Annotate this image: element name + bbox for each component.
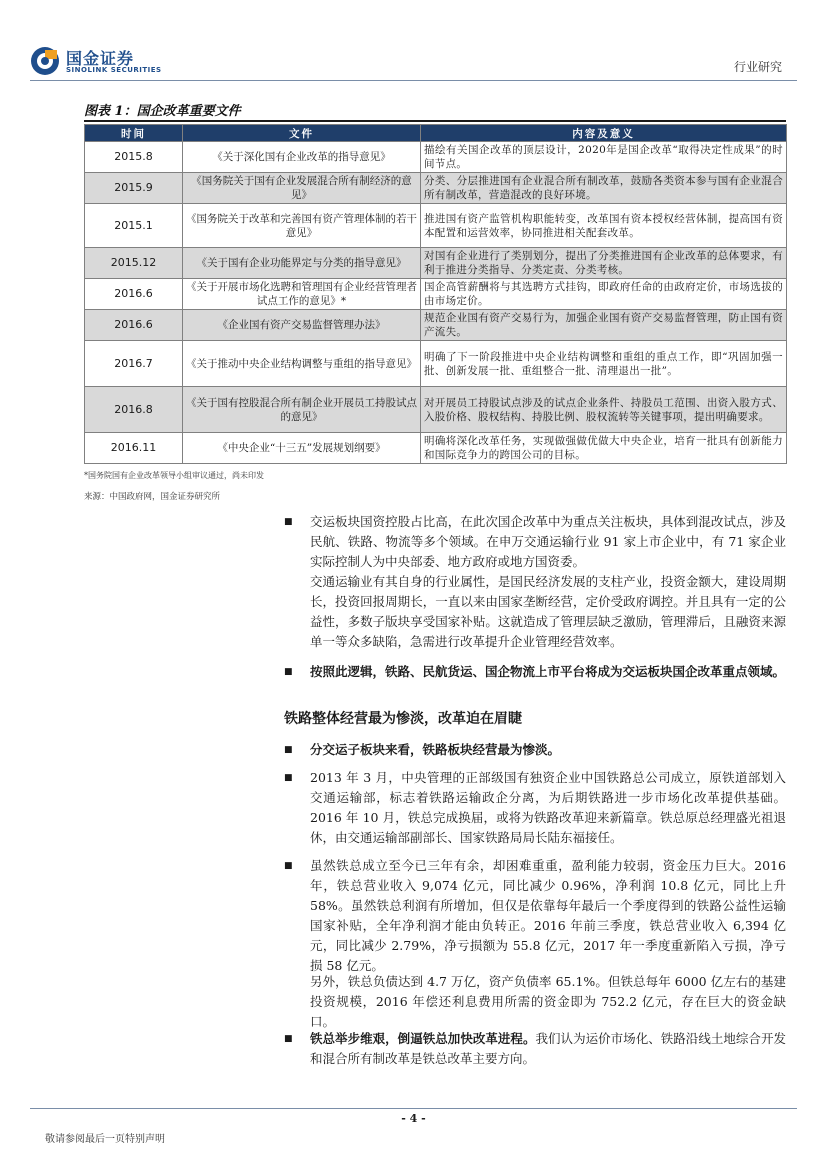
row-time: 2016.8: [85, 387, 183, 433]
row-file: 《关于国有控股混合所有制企业开展员工持股试点的意见》: [183, 387, 421, 433]
header-divider: [30, 80, 797, 81]
footer-disclaimer: 敬请参阅最后一页特别声明: [45, 1134, 165, 1145]
bullet-square-icon: ■: [284, 517, 293, 527]
table-row: [85, 279, 787, 310]
row-description: 描绘有关国企改革的顶层设计，2020年是国企改革“取得决定性成果”的时间节点。: [421, 142, 787, 173]
paragraph-debt: 另外，铁总负债达到 4.7 万亿，资产负债率 65.1%。但铁总每年 6000 亿左右的基建投资规模，2016 年偿还利息费用所需的资金即为 752.2 亿元，存在巨大的资金缺口。: [310, 974, 786, 1029]
row-file: 《关于国有企业功能界定与分类的指导意见》: [183, 248, 421, 279]
bullet-square-icon: ■: [284, 1034, 293, 1044]
table-row: [85, 387, 787, 433]
row-description: 国企高管薪酬将与其选聘方式挂钩，即政府任命的由政府定价，市场选拔的由市场定价。: [421, 279, 787, 310]
figure-title: 图表 1：国企改革重要文件: [84, 104, 241, 119]
paragraph-financial-pressure: 虽然铁总成立至今已三年有余，却困难重重，盈利能力较弱，资金压力巨大。2016 年，铁总营业收入 9,074 亿元，同比减少 0.96%，净利润 10.8 亿元，同比上升 58%。虽然铁总利润有所增加，但仅是依靠每年最后一个季度得到的铁路公益性运输国家补贴，全年净利润才能由负转正。2016 年前三季度，铁总营业收入 6,394 亿元，同比减少 2.79%，净亏损额为 55.8 亿元，2017 年一季度重新陷入亏损，净亏损 58 亿元。: [310, 858, 786, 973]
row-time: 2016.7: [85, 341, 183, 387]
section-heading-railway: 铁路整体经营最为惨淡，改革迫在眉睫: [284, 711, 522, 727]
table-row: [85, 204, 787, 248]
row-file: 《中央企业“十三五”发展规划纲要》: [183, 433, 421, 464]
row-time: 2015.1: [85, 204, 183, 248]
row-description: 明确了下一阶段推进中央企业结构调整和重组的重点工作，即“巩固加强一批、创新发展一批、重组整合一批、清理退出一批”。: [421, 341, 787, 387]
table-row: [85, 341, 787, 387]
column-header-time: 时间: [85, 125, 183, 142]
document-type: 行业研究: [733, 60, 782, 74]
row-file: 《企业国有资产交易监督管理办法》: [183, 310, 421, 341]
row-description: 分类、分层推进国有企业混合所有制改革，鼓励各类资本参与国有企业混合所有制改革，营造混改的良好环境。: [421, 173, 787, 204]
reform-direction-rest: 我们认为运价市场化、铁路沿线土地综合开发和混合所有制改革是铁总改革主要方向。: [310, 1031, 786, 1066]
row-time: 2015.9: [85, 173, 183, 204]
table-row: [85, 248, 787, 279]
reform-direction-lead: 铁总举步维艰，倒逼铁总加快改革进程。: [310, 1031, 536, 1046]
row-description: 对国有企业进行了类别划分，提出了分类推进国有企业改革的总体要求，有利于推进分类指导、分类定责、分类考核。: [421, 248, 787, 279]
row-time: 2016.6: [85, 310, 183, 341]
figure-source: 来源：中国政府网，国金证券研究所: [84, 492, 221, 502]
row-time: 2016.11: [85, 433, 183, 464]
row-file: 《国务院关于改革和完善国有资产管理体制的若干意见》: [183, 204, 421, 248]
bullet-square-icon: ■: [284, 861, 293, 871]
row-file: 《关于深化国有企业改革的指导意见》: [183, 142, 421, 173]
table-row: [85, 433, 787, 464]
logo-english-name: SINOLINK SECURITIES: [66, 66, 162, 74]
row-file: 《国务院关于国有企业发展混合所有制经济的意见》: [183, 173, 421, 204]
paragraph-transport-soe: 交运板块国资控股占比高，在此次国企改革中为重点关注板块，具体到混改试点，涉及民航、铁路、物流等多个领域。在申万交通运输行业 91 家上市企业中，有 71 家企业实际控制人为中央部委、地方政府或地方国资委。: [310, 514, 786, 569]
row-time: 2015.12: [85, 248, 183, 279]
reform-documents-table: [84, 124, 787, 464]
bullet-square-icon: ■: [284, 667, 293, 677]
footer-divider: [30, 1108, 797, 1109]
logo-chinese-name: 国金证券: [66, 49, 135, 68]
paragraph-china-railway-corp: 2013 年 3 月，中央管理的正部级国有独资企业中国铁路总公司成立，原铁道部划入交通运输部，标志着铁路运输政企分离，为后期铁路进一步市场化改革提供基础。2016 年 10 月，铁总完成换届，或将为铁路改革迎来新篇章。铁总原总经理盛光祖退休，由交通运输部副部长、国家铁路局局长陆东福接任。: [310, 770, 786, 845]
bullet-square-icon: ■: [284, 745, 293, 755]
paragraph-reform-direction: [310, 1029, 786, 1069]
row-description: 对开展员工持股试点涉及的试点企业条件、持股员工范围、出资入股方式、入股价格、股权结构、持股比例、股权流转等关键事项，提出明确要求。: [421, 387, 787, 433]
table-footnote: *国务院国有企业改革领导小组审议通过，尚未印发: [84, 471, 264, 480]
paragraph-railway-worst: 分交运子板块来看，铁路板块经营最为惨淡。: [310, 742, 561, 757]
paragraph-industry-attributes: 交通运输业有其自身的行业属性，是国民经济发展的支柱产业，投资金额大，建设周期长，投资回报周期长，一直以来由国家垄断经营，定价受政府调控。并且具有一定的公益性，多数子版块享受国家补贴。这就造成了管理层缺乏激励，管理滞后，且融资来源单一等众多缺陷，急需进行改革提升企业管理经营效率。: [310, 574, 786, 649]
bullet-square-icon: ■: [284, 773, 293, 783]
row-file: 《关于开展市场化选聘和管理国有企业经营管理者试点工作的意见》*: [183, 279, 421, 310]
column-header-file: 文件: [183, 125, 421, 142]
sinolink-logo-icon: [30, 46, 60, 76]
row-description: 明确将深化改革任务，实现做强做优做大中央企业，培育一批具有创新能力和国际竞争力的跨国公司的目标。: [421, 433, 787, 464]
table-row: [85, 310, 787, 341]
row-time: 2015.8: [85, 142, 183, 173]
row-description: 推进国有资产监管机构职能转变，改革国有资本授权经营体制，提高国有资本配置和运营效率，协同推进相关配套改革。: [421, 204, 787, 248]
figure-title-rule: [84, 120, 786, 122]
row-file: 《关于推动中央企业结构调整与重组的指导意见》: [183, 341, 421, 387]
table-row: [85, 142, 787, 173]
page-header: [0, 0, 827, 82]
paragraph-key-reform-areas: 按照此逻辑，铁路、民航货运、国企物流上市平台将成为交运板块国企改革重点领域。: [310, 664, 786, 679]
table-row: [85, 173, 787, 204]
table-header-row: [85, 125, 787, 142]
column-header-content: 内容及意义: [421, 125, 787, 142]
row-description: 规范企业国有资产交易行为，加强企业国有资产交易监督管理，防止国有资产流失。: [421, 310, 787, 341]
row-time: 2016.6: [85, 279, 183, 310]
page-number: - 4 -: [401, 1112, 426, 1125]
